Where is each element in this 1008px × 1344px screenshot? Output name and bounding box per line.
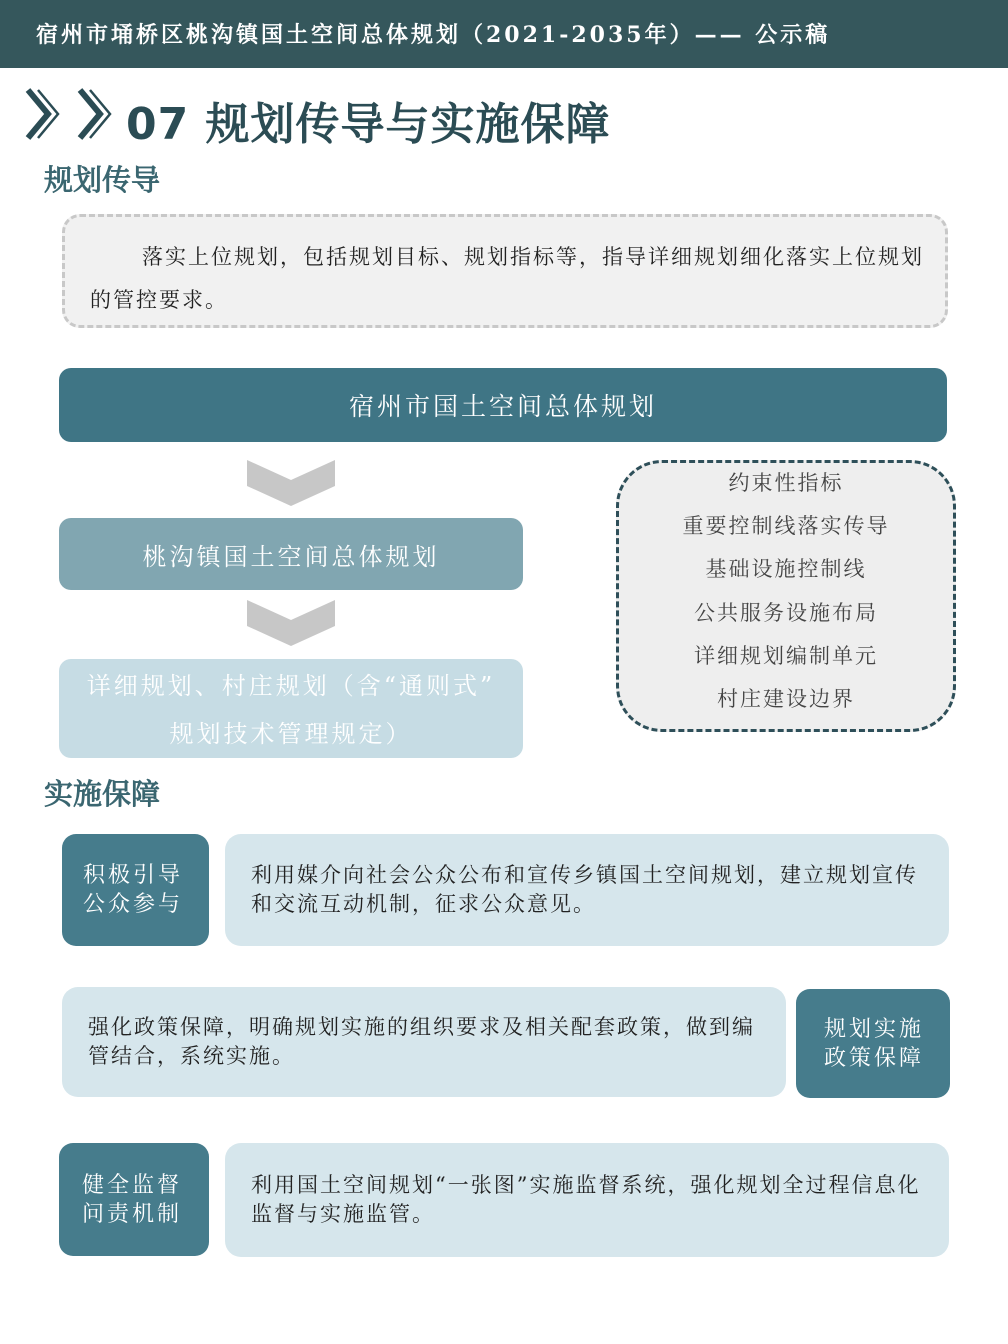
tag-line: 公众参与 [83, 892, 184, 917]
level-detail-plan [59, 659, 523, 758]
tag-public-participation [62, 834, 209, 946]
intro-text: 落实上位规划，包括规划目标、规划指标等，指导详细规划细化落实上位规划的管控要求。 [90, 245, 924, 312]
tag-supervision [59, 1143, 209, 1256]
section-title [126, 88, 611, 152]
tag-line: 规划实施 [824, 1016, 925, 1042]
tag-line: 政策保障 [824, 1045, 925, 1071]
desc-text: 强化政策保障，明确规划实施的组织要求及相关配套政策，做到编管结合，系统实施。 [88, 1015, 755, 1068]
tag-line: 积极引导 [83, 863, 184, 888]
level-detail-line2: 规划技术管理规定） [169, 719, 413, 748]
constraint-item: 重要控制线落实传导 [682, 514, 890, 539]
double-chevron-right-icon [22, 86, 114, 142]
tag-line: 问责机制 [82, 1201, 183, 1227]
constraint-item: 基础设施控制线 [705, 557, 867, 582]
tag-line: 健全监督 [82, 1172, 183, 1198]
level-city-plan: 宿州市国土空间总体规划 [59, 368, 947, 442]
transmission-heading: 规划传导 [44, 163, 161, 197]
constraint-item: 约束性指标 [728, 471, 844, 495]
constraint-list [616, 466, 956, 725]
tag-policy-guarantee [796, 989, 950, 1098]
desc-text: 利用国土空间规划“一张图”实施监督系统，强化规划全过程信息化监督与实施监管。 [251, 1173, 921, 1226]
desc-policy-guarantee [62, 987, 786, 1097]
level-town-plan: 桃沟镇国土空间总体规划 [59, 518, 523, 590]
level-detail-line1: 详细规划、村庄规划（含“通则式” [86, 671, 496, 700]
section-number: 07 [126, 99, 190, 150]
section-title-text: 规划传导与实施保障 [205, 99, 611, 150]
constraint-item: 详细规划编制单元 [694, 643, 878, 668]
desc-text: 利用媒介向社会公众公布和宣传乡镇国土空间规划，建立规划宣传和交流互动机制，征求公众意见。 [251, 863, 918, 916]
desc-supervision [225, 1143, 949, 1257]
constraint-item: 村庄建设边界 [717, 686, 855, 711]
implementation-heading: 实施保障 [44, 777, 161, 811]
chevron-down-icon [247, 600, 335, 648]
document-title: 宿州市埇桥区桃沟镇国土空间总体规划（2021-2035年）—— 公示稿 [36, 22, 831, 48]
constraint-item: 公共服务设施布局 [694, 600, 878, 625]
desc-public-participation [225, 834, 949, 946]
chevron-down-icon [247, 460, 335, 508]
